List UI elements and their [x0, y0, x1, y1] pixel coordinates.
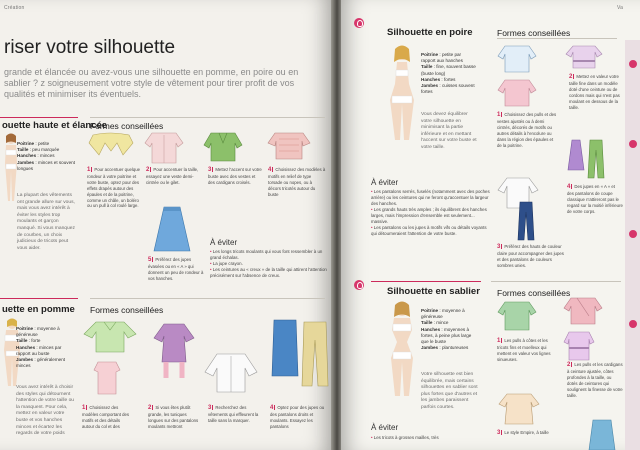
attributes-sablier: Poitrine : moyenne à généreuse Taille : mince Hanches : moyennes à fortes, à peine plus large que le buste Jambes : plantureuses — [421, 308, 472, 351]
caption-poire-3: 3 Préférez des hauts de couleur claire pour accompagner des jupes et des pantalons de couleurs sombres unies. — [497, 244, 564, 268]
caption-haute-1: 1 Pour accentuer quelque rondeur à votre poitrine et votre buste, optez pour des effets drapés autour des épaules et de la poitrine, comme un châle, un boléro ou un pull à col roulé large. — [87, 167, 140, 209]
formes-label: Formes conseillées — [90, 305, 164, 315]
caption-sablier-1: 1 Les pulls à côtes et les tricots fins et moelleux qui mettent en valeur vos lignes sinueuses. — [497, 338, 551, 362]
list-item: • Les grands hauts très amples ; ils équilibrent des hanches larges, mais l'impression d'ensemble est seulement... massive. — [371, 207, 491, 225]
intro-text: grande et élancée ou avez-vous une silhouette en pomme, en poire ou en sablier ? z soigneusement votre style de vêtement pour tirer profit de vos qualités et minimiser its éventuels. — [4, 67, 299, 99]
caption-poire-2: 2 Mettez en valeur votre taille fine dans un modèle doté d'une ceinture ou de cordons mais qui n'est pas moulant en dessous de la taille. — [569, 74, 620, 110]
side-tab-dot-icon — [629, 320, 637, 328]
list-item: • La jupe crayon. — [210, 261, 328, 267]
section-title-poire: Silhouette en poire — [387, 27, 473, 38]
pear-badge-icon — [354, 18, 364, 28]
hourglass-badge-icon — [354, 280, 364, 290]
caption-sablier-2: 2 Les pulls et les cardigans à ceinture ajustée, côtes profondes à la taille, ou dotés de ceintures qui soulignent la finesse de votre taille. — [567, 362, 623, 398]
caption-sablier-3: 3 Le style Empire, à taille — [497, 430, 549, 436]
page-title: riser votre silhouette — [4, 37, 176, 58]
wrap-cardigan-icon — [563, 296, 603, 326]
section-rule — [371, 281, 481, 282]
right-page — [341, 0, 640, 450]
belted-top-icon — [565, 44, 603, 70]
side-tab-dot-icon — [629, 140, 637, 148]
caption-poire-4: 4 Des jupes en « A » et des pantalons de coupe classique n'attireront pas le regard sur la moitié inférieure de votre corps. — [567, 184, 623, 214]
list-item: • Les tricots à grosses mailles, très — [371, 435, 489, 441]
attributes-haute: Poitrine : petite Taille : peu marquée Hanches : minces Jambes : minces et souvent longues — [17, 141, 75, 171]
caption-poire-1: 1 Choisissez des pulls et des vestes ajustés ou à demi cintrés, décorés de motifs ou autres détails à l'encolure ou dans la région des épaules et de la poitrine. — [497, 112, 557, 148]
section-rule — [497, 38, 617, 39]
a-line-skirt-icon — [152, 205, 192, 253]
section-rule — [491, 281, 621, 282]
eviter-title-poire: À éviter — [371, 178, 399, 187]
section-title-sablier: Silhouette en sablier — [387, 286, 480, 297]
caption-pomme-1: 1 Choisissez des modèles comportant des motifs et des détails autour du col et des — [82, 405, 130, 429]
jacket-garment-icon — [144, 131, 184, 165]
a-line-skirt-purple-icon — [567, 138, 585, 172]
dark-trousers-icon — [517, 200, 535, 242]
empire-dress-icon — [497, 392, 541, 426]
caption-haute-4: 4 Choisissez des modèles à motifs en relief de type torsade ou nopes, ou à décors tricotés autour du buste — [268, 167, 326, 197]
trousers-green-icon — [587, 138, 605, 180]
eviter-list-poire — [371, 189, 491, 237]
description-pomme: Vous avez intérêt à choisir des styles qui détournent l'attention de votre taille ou la masquent. Pour cela, mettez en valeur votre buste et vos hanches minces et écartez les regards de votre poids — [16, 385, 75, 437]
trousers-icon — [300, 320, 330, 388]
skirt-bottom-icon — [587, 418, 617, 450]
tunic-garment-icon — [152, 322, 196, 380]
eviter-list-sablier — [371, 435, 489, 441]
formes-label: Formes conseillées — [497, 288, 571, 298]
caption-pomme-2: 2 Si vous êtes plutôt grande, les tuniques longues sur des pantalons moulants mettront — [148, 405, 199, 429]
eviter-list-haute — [210, 249, 328, 279]
fitted-shirt-icon — [497, 44, 537, 74]
running-head: Va — [617, 5, 624, 11]
list-item: • Les pantalons ou les jupes à motifs vifs ou détails voyants qui détourneraient l'attention de votre buste. — [371, 225, 491, 237]
list-item: • Les pantalons serrés, fuselés (notamment avec des poches arrière) ou les ceintures qui ne feront qu'accentuer la largeur des hanches. — [371, 189, 491, 207]
belted-cardigan-icon — [563, 330, 595, 362]
caption-pomme-3: 3 Recherchez des vêtements qui effleurent la taille sans la marquer. — [208, 405, 259, 423]
section-rule — [90, 298, 325, 299]
formes-label: Formes conseillées — [497, 28, 571, 38]
attributes-poire: Poitrine : petite par rapport aux hanches Taille : fine, souvent basse (buste long) Hanches : fortes Jambes : cuisses souvent fortes — [421, 52, 476, 95]
description-poire: Vous devez équilibrer votre silhouette en minimisant la partie inférieure et en mettant l'accent sur votre buste et votre taille. — [421, 112, 477, 150]
ribbed-top-icon — [497, 300, 537, 332]
blouse-garment-icon — [92, 360, 122, 396]
top-garment-icon — [82, 320, 138, 354]
description-haute: La plupart des vêtements ont grande allure sur vous, mais vous avez intérêt à éviter les styles trop moulants et garçon manqué. Si vous manquez de courbes, un choix judicieux de tricots peut vous aider. — [17, 193, 75, 251]
sweater-garment-icon — [267, 131, 311, 161]
eviter-title-sablier: À éviter — [371, 423, 399, 432]
running-head: Création — [4, 5, 25, 11]
cardigan-pink-icon — [497, 78, 537, 108]
side-tab-dot-icon — [629, 60, 637, 68]
body-figure-sablier — [387, 300, 417, 400]
long-cardigan-icon — [203, 352, 259, 394]
eviter-title-haute: À éviter — [210, 238, 238, 247]
section-rule — [0, 117, 78, 118]
section-rule — [90, 117, 325, 118]
caption-pomme-4: 4 Optez pour des jupes ou des pantalons droits et moulants. Essayez les pantalons — [270, 405, 325, 429]
description-sablier: Votre silhouette est bien équilibrée, mais certains silhouettes en sablier sont plus fortes que d'autres et les jambes paraissent parfois courtes. — [421, 372, 478, 410]
section-title-haute: ouette haute et élancée — [2, 120, 108, 131]
caption-haute-5: 5 Préférez des jupes évasées ou en « A » qui donnent un peu de rondeur à vos hanches. — [148, 257, 204, 281]
body-figure-poire — [387, 44, 417, 144]
caption-haute-3: 3 Mettez l'accent sur votre buste avec des vestes et des cardigans croisés. — [208, 167, 262, 185]
side-tab — [625, 40, 640, 450]
attributes-pomme: Poitrine : moyenne à généreuse Taille : forte Hanches : minces par rapport au buste Jambes : généralement minces — [16, 326, 66, 369]
formes-label: Formes conseillées — [90, 121, 164, 131]
list-item: • Les ceintures au « creux » de la taille qui attirent l'attention précisément sur l'absence de creux. — [210, 267, 328, 279]
shawl-garment-icon — [87, 131, 135, 159]
section-rule — [0, 298, 78, 299]
section-title-pomme: uette en pomme — [2, 304, 75, 315]
list-item: • Les longs tricots moulants qui vous font ressembler à un grand échalas. — [210, 249, 328, 261]
caption-haute-2: 2 Pour accentuer la taille, essayez une veste demi-cintrée ou le gilet. — [146, 167, 199, 185]
pencil-skirt-icon — [270, 318, 300, 378]
cardigan-garment-icon — [203, 131, 243, 163]
side-tab-dot-icon — [629, 230, 637, 238]
